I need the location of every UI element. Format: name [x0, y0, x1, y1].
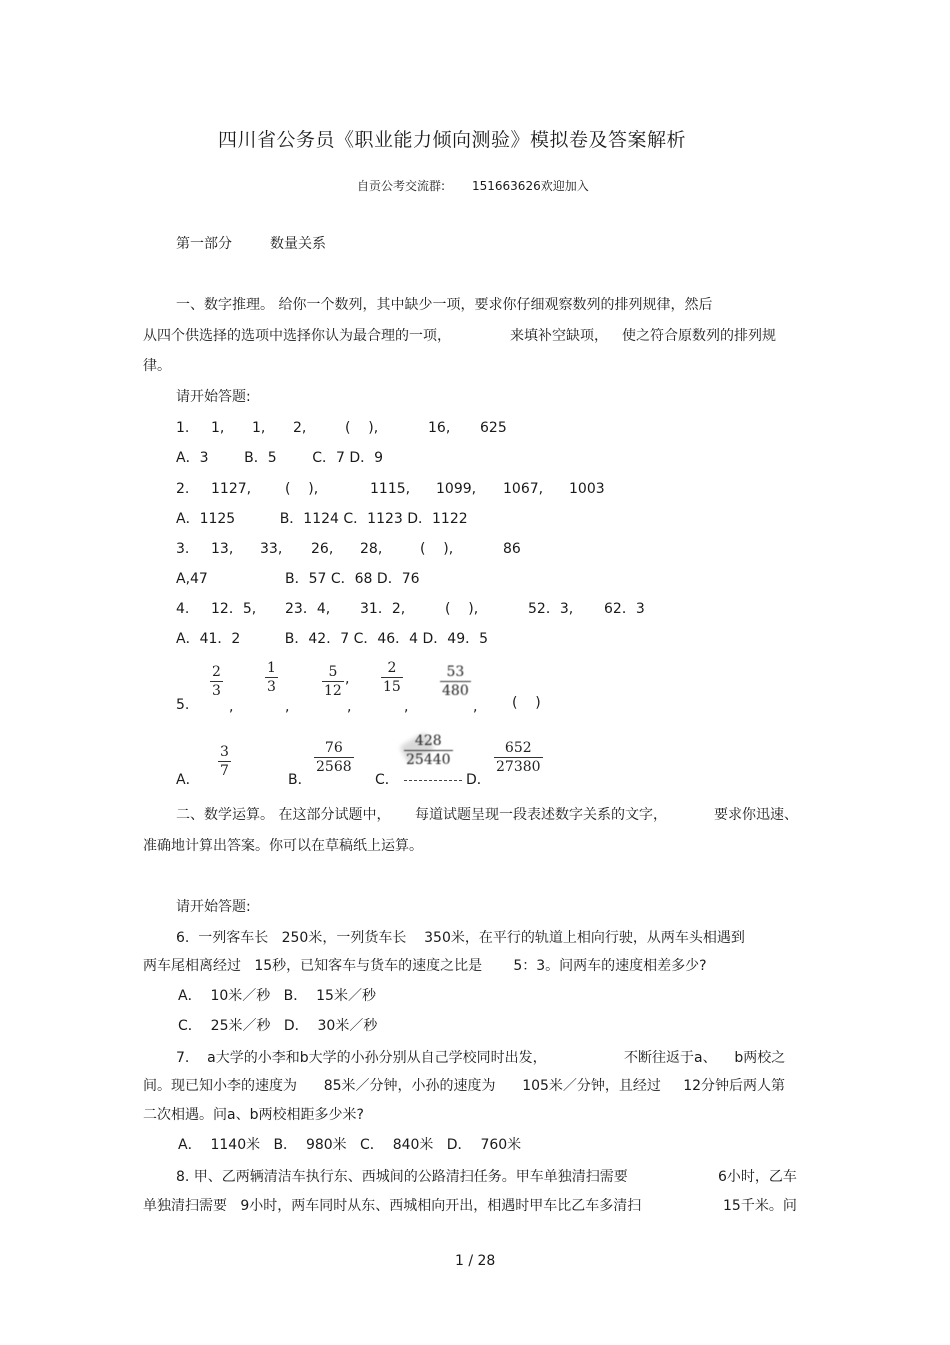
- start-label-1: 请开始答题:: [176, 389, 251, 405]
- fraction-denominator: 2568: [316, 759, 352, 775]
- fraction-bar: [440, 681, 471, 682]
- part-name: 数量关系: [270, 236, 326, 252]
- q3-number: 3.: [176, 541, 190, 557]
- fraction-numerator: 3: [220, 744, 229, 760]
- q1-options: A．3 B．5 C．7 D．9: [176, 450, 384, 466]
- q5-blank: ( ): [512, 695, 541, 711]
- q8-line2a: 单独清扫需要 9小时，两车同时从东、西城相向开出，相遇时甲车比乙车多清扫: [143, 1198, 642, 1214]
- fraction-rule: [404, 780, 462, 781]
- fraction-numerator: 2: [212, 664, 221, 680]
- q3-term: 33,: [260, 541, 283, 557]
- q5-term-fraction: [381, 660, 403, 695]
- q3-options: B．57 C．68 D．76: [285, 571, 420, 587]
- intro1-line2c: 使之符合原数列的排列规: [622, 328, 776, 344]
- q3-term: 86: [503, 541, 521, 557]
- q3-term: 26,: [311, 541, 334, 557]
- q5-comma: ,: [404, 699, 409, 715]
- q5-option-label-b: B．: [288, 772, 312, 788]
- intro2-line2: 准确地计算出答案。你可以在草稿纸上运算。: [143, 838, 423, 854]
- subtitle-label: 自贡公考交流群:: [357, 179, 446, 193]
- q1-term: 2,: [293, 420, 307, 436]
- q4-term: 62．3: [604, 601, 645, 617]
- q6-line1: 6. 一列客车长 250米，一列货车长 350米，在平行的轨道上相向行驶，从两车头相遇到: [176, 930, 745, 946]
- q8-line2b: 15千米。问: [723, 1198, 797, 1214]
- intro1-line3: 律。: [143, 358, 171, 374]
- q1-term: 1,: [211, 420, 225, 436]
- q2-term: 1067,: [503, 481, 544, 497]
- q6-options-cd: C． 25米／秒 D． 30米／秒: [178, 1018, 378, 1034]
- q7-line1b: 不断往返于a、 b两校之: [624, 1050, 786, 1066]
- q7-line3: 二次相遇。问a、b两校相距多少米?: [143, 1107, 364, 1123]
- fraction-denominator: 15: [383, 679, 401, 695]
- q3-option-a: A,47: [176, 571, 208, 587]
- q1-term: 16,: [428, 420, 451, 436]
- q2-term: 1099,: [436, 481, 477, 497]
- q2-options: A．1125 B．1124 C．1123 D．1122: [176, 511, 468, 527]
- intro1-line2b: 来填补空缺项，: [510, 328, 608, 344]
- fraction-denominator: 25440: [406, 752, 451, 768]
- fraction-denominator: 12: [324, 683, 342, 699]
- q5-term-fraction: [210, 664, 223, 699]
- start-label-2: 请开始答题:: [176, 899, 251, 915]
- q5-comma: ,: [345, 671, 350, 687]
- fraction-numerator: 2: [387, 660, 397, 676]
- q3-term: 28,: [360, 541, 383, 557]
- q6-options-ab: A． 10米／秒 B． 15米／秒: [178, 988, 376, 1004]
- intro1-line1: 一、数字推理。 给你一个数列，其中缺少一项，要求你仔细观察数列的排列规律，然后: [176, 297, 713, 313]
- q5-option-a-fraction: [218, 744, 231, 779]
- fraction-numerator: 1: [267, 660, 276, 676]
- q5-comma: ,: [285, 699, 290, 715]
- q7-line2: 间。现已知小李的速度为 85米／分钟，小孙的速度为 105米／分钟，且经过 12分钟后两人第: [143, 1078, 786, 1094]
- q4-blank: ( ),: [445, 601, 479, 617]
- fraction-numerator: 76: [324, 740, 343, 756]
- intro2-line1a: 二、数学运算。 在这部分试题中，: [176, 807, 391, 823]
- intro1-line2a: 从四个供选择的选项中选择你认为最合理的一项，: [143, 328, 451, 344]
- q7-options: A． 1140米 B． 980米 C． 840米 D． 760米: [178, 1137, 522, 1153]
- q4-options: A．41．2 B．42．7 C．46．4 D．49．5: [176, 631, 489, 647]
- q2-blank: ( ),: [285, 481, 319, 497]
- q2-term: 1127,: [211, 481, 252, 497]
- q5-option-label-d: D．: [466, 772, 491, 788]
- fraction-denominator: 480: [442, 683, 469, 699]
- fraction-bar: [494, 757, 543, 758]
- fraction-numerator: 428: [414, 733, 442, 749]
- part-label: 第一部分: [176, 236, 232, 252]
- q4-term: 31．2,: [360, 601, 406, 617]
- q1-number: 1.: [176, 420, 190, 436]
- intro2-line1c: 要求你迅速、: [714, 807, 798, 823]
- q5-option-b-fraction: [314, 740, 354, 775]
- fraction-numerator: 652: [504, 740, 532, 756]
- q5-term-fraction: [440, 664, 471, 699]
- fraction-bar: [381, 677, 403, 678]
- page-number: 1 / 28: [455, 1253, 496, 1269]
- q4-term: 52．3,: [528, 601, 574, 617]
- subtitle-value: 151663626欢迎加入: [472, 179, 589, 193]
- q1-blank: ( ),: [345, 420, 379, 436]
- q5-comma: ,: [473, 699, 478, 715]
- q3-blank: ( ),: [420, 541, 454, 557]
- q7-line1a: 7. a大学的小李和b大学的小孙分别从自己学校同时出发，: [176, 1050, 547, 1066]
- page-title: 四川省公务员《职业能力倾向测验》模拟卷及答案解析: [218, 129, 687, 151]
- q4-number: 4.: [176, 601, 190, 617]
- q2-term: 1115,: [370, 481, 411, 497]
- q4-term: 23．4,: [285, 601, 331, 617]
- q5-number: 5.: [176, 697, 190, 713]
- q5-term-fraction: [265, 660, 278, 695]
- q1-term: 625: [480, 420, 507, 436]
- q8-line1b: 6小时，乙车: [718, 1169, 797, 1185]
- q8-line1a: 8. 甲、乙两辆清洁车执行东、西城间的公路清扫任务。甲车单独清扫需要: [176, 1169, 628, 1185]
- q2-term: 1003: [569, 481, 605, 497]
- q5-option-label-a: A．: [176, 772, 200, 788]
- q5-option-label-c: C．: [375, 772, 399, 788]
- fraction-denominator: 3: [267, 679, 276, 695]
- fraction-numerator: 5: [328, 664, 338, 680]
- q3-term: 13,: [211, 541, 234, 557]
- fraction-bar: [265, 677, 278, 678]
- q5-comma: ,: [229, 699, 234, 715]
- q6-line2: 两车尾相离经过 15秒，已知客车与货车的速度之比是 5：3。问两车的速度相差多少?: [143, 958, 707, 974]
- fraction-bar: [210, 681, 223, 682]
- q5-option-d-fraction: [494, 740, 543, 775]
- fraction-bar: [404, 750, 453, 751]
- fraction-numerator: 53: [446, 664, 465, 680]
- q5-term-fraction: [322, 664, 344, 699]
- q5-option-c-fraction: [404, 733, 453, 768]
- intro2-line1b: 每道试题呈现一段表述数字关系的文字，: [415, 807, 667, 823]
- q4-term: 12．5,: [211, 601, 257, 617]
- q1-term: 1,: [252, 420, 266, 436]
- fraction-bar: [322, 681, 344, 682]
- fraction-denominator: 27380: [496, 759, 541, 775]
- q5-comma: ,: [347, 699, 352, 715]
- fraction-bar: [218, 761, 231, 762]
- fraction-denominator: 3: [212, 683, 221, 699]
- fraction-bar: [314, 757, 354, 758]
- q2-number: 2.: [176, 481, 190, 497]
- fraction-denominator: 7: [220, 763, 229, 779]
